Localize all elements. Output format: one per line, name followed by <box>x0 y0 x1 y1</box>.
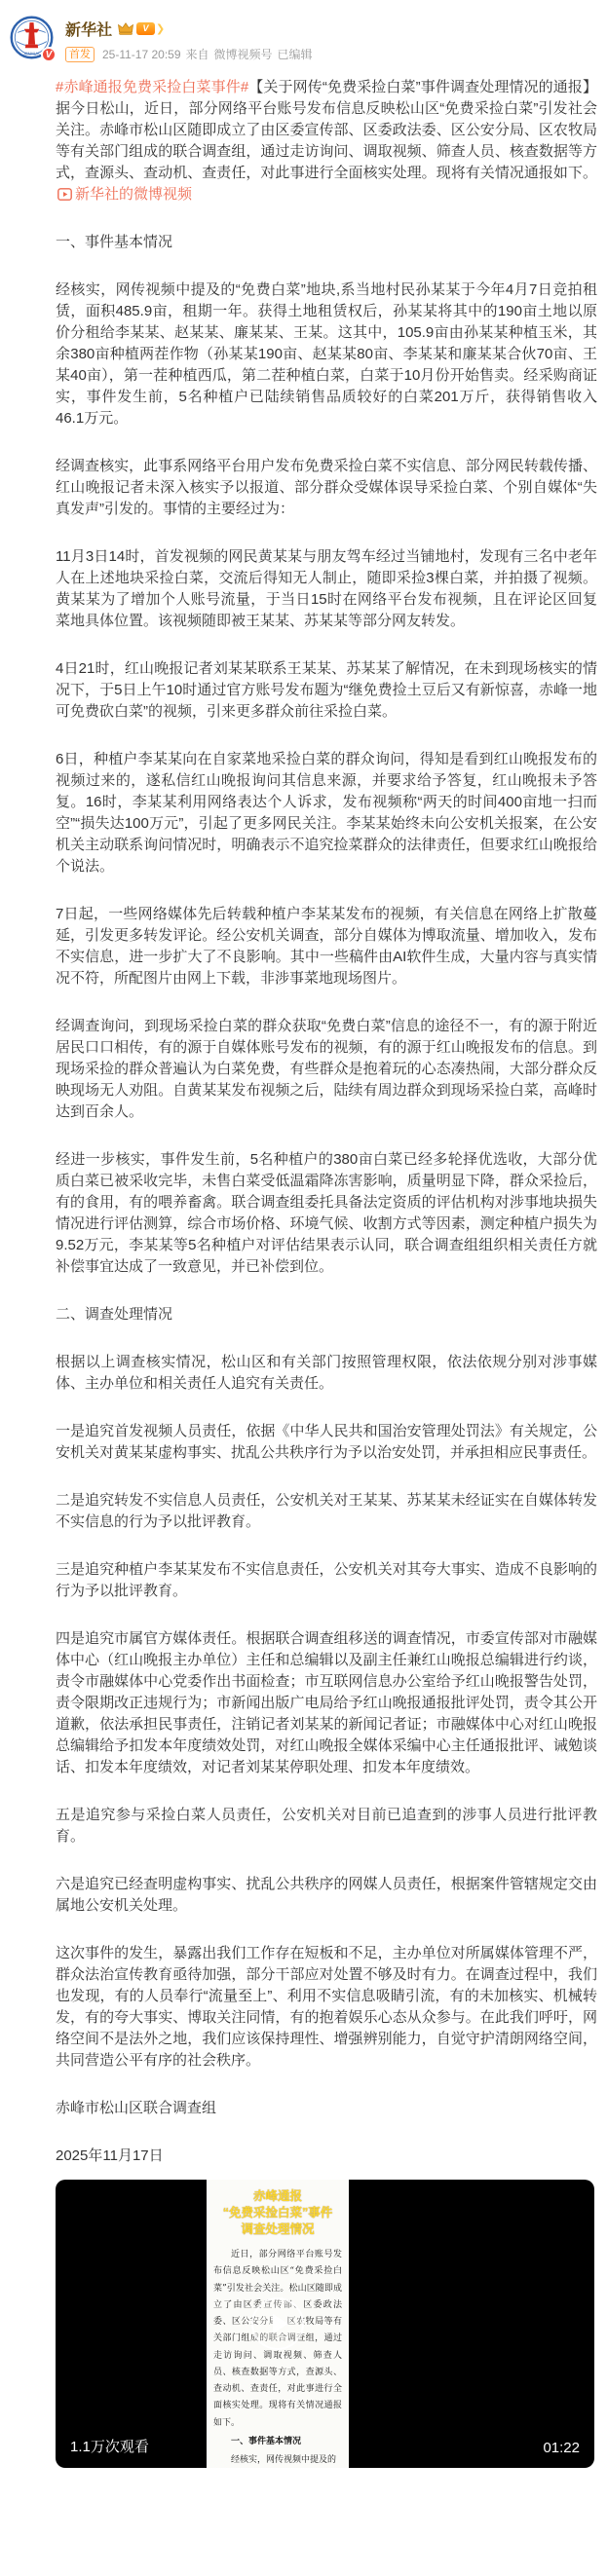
post-content <box>0 62 607 2167</box>
edited-label: 已编辑 <box>277 48 313 61</box>
post-paragraph: 三是追究种植户李某某发布不实信息责任，公安机关对其夸大事实、造成不良影响的行为予以批评教育。 <box>56 1561 597 1599</box>
video-doc-paragraph: 近日，部分网络平台账号发布信息反映松山区“免费采捡白菜”引发社会关注。松山区随即成立了由区委宣传部、区委政法委、区公安分局、区农牧局等有关部门组成的联合调查组，通过走访询问、调取视频、筛查人员、核查数据等方式，查源头、查动机、查责任，对此事进行全面核实处理。现将有关情况通报如下。 <box>213 2250 342 2428</box>
play-button[interactable] <box>251 2297 304 2350</box>
post-body <box>56 232 597 2167</box>
video-link[interactable] <box>56 186 192 203</box>
vip-chevron-icon: ❯ <box>156 22 166 35</box>
video-doc-text <box>207 2247 349 2468</box>
post-paragraph: 根据以上调查核实情况，松山区和有关部门按照管理权限，依法依规分别对涉事媒体、主办单位和相关责任人追究有关责任。 <box>56 1354 597 1392</box>
post-paragraph: 二是追究转发不实信息人员责任，公安机关对王某某、苏某某未经证实在自媒体转发不实信息的行为予以批评教育。 <box>56 1492 597 1530</box>
post-paragraph: 六是追究已经查明虚构事实、扰乱公共秩序的网媒人员责任，根据案件管辖规定交由属地公安机关处理。 <box>56 1876 597 1914</box>
from-label: 来自 <box>185 48 209 61</box>
crown-icon <box>118 22 133 35</box>
post-intro <box>56 77 597 205</box>
play-icon <box>273 2314 288 2333</box>
video-link-label: 新华社的微博视频 <box>75 186 193 203</box>
verified-v-badge: V <box>41 47 57 62</box>
post-paragraph: 四是追究市属官方媒体责任。根据联合调查组移送的调查情况，市委宣传部对市融媒体中心（红山晚报主办单位）主任和总编辑以及副主任兼红山晚报总编辑进行约谈，责令市融媒体中心党委作出书面检查；市互联网信息办公室给予红山晚报警告处罚，责令限期改正违规行为；市新闻出版广电局给予红山晚报通报批评处罚，责令其公开道歉，依法承担民事责任，注销记者刘某某的新闻记者证；市融媒体中心对红山晚报总编辑给予扣发本年度绩效处罚，对红山晚报全媒体采编中心主任通报批评、诫勉谈话、扣发本年度绩效，对记者刘某某停职处理、扣发本年度绩效。 <box>56 1630 597 1775</box>
post-paragraph: 经调查核实，此事系网络平台用户发布免费采捡白菜不实信息、部分网民转载传播、红山晚报记者未深入核实予以报道、部分群众受媒体误导采捡白菜、个别自媒体“失真发声”引发的。事情的主要经过为： <box>56 458 597 517</box>
post-paragraph: 一、事件基本情况 <box>56 234 173 250</box>
post-paragraph: 赤峰市松山区联合调查组 <box>56 2100 217 2116</box>
post-paragraph: 6日，种植户李某某向在自家菜地采捡白菜的群众询问，得知是看到红山晚报发布的视频过来的，遂私信红山晚报询问其信息来源，并要求给予答复，红山晚报未予答复。16时，李某某利用网络表达个人诉求，发布视频称“两天的时间400亩地一扫而空”“损失达100万元”，引起了更多网民关注。李某某始终未向公安机关报案，在公安机关主动联系询问情况时，明确表示不追究捡菜群众的法律责任，但要求红山晚报给个说法。 <box>56 751 597 875</box>
video-doc-paragraph: 一、事件基本情况 <box>231 2436 302 2446</box>
avatar[interactable] <box>10 16 54 59</box>
post-paragraph: 2025年11月17日 <box>56 2147 164 2164</box>
svg-text:XINHUA: XINHUA <box>23 51 40 56</box>
post-intro-text: 【关于网传“免费采捡白菜”事件调查处理情况的通报】据今日松山，近日，部分网络平台账号发布信息反映松山区“免费采捡白菜”引发社会关注。赤峰市松山区随即成立了由区委宣传部、区委政法委、区公安分局、区农牧局等有关部门组成的联合调查组，通过走访询问、调取视频、筛查人员、核查数据等方式，查源头、查动机、查责任，对此事进行全面核实处理。现将有关情况通报如下。 <box>56 79 598 181</box>
hashtag-link[interactable]: #赤峰通报免费采捡白菜事件# <box>56 79 249 95</box>
post-paragraph: 经调查询问，到现场采捡白菜的群众获取“免费白菜”信息的途径不一，有的源于附近居民口口相传，有的源于自媒体账号发布的视频，有的源于红山晚报发布的信息。到现场采捡的群众普遍认为白菜免费，有些群众是抱着玩的心态凑热闹，大部分群众反映现场无人劝阻。自黄某某发布视频之后，陆续有周边群众到现场采捡白菜，高峰时达到百余人。 <box>56 1018 597 1120</box>
post-paragraph: 这次事件的发生，暴露出我们工作存在短板和不足，主办单位对所属媒体管理不严，群众法治宣传教育亟待加强，部分干部应对处置不够及时有力。在调查过程中，我们也发现，有的人员奉行“流量至上”、利用不实信息吸睛引流，有的未加核实、机械转发，有的夸大事实、博取关注同情，有的抱着娱乐心态从众参与。在此我们呼吁，网络空间不是法外之地，我们应该保持理性、增强辨别能力，自觉守护清朗网络空间，共同营造公平有序的社会秩序。 <box>56 1945 597 2069</box>
view-count: 1.1万次观看 <box>70 2439 149 2455</box>
video-title <box>207 2188 349 2238</box>
video-title-line: 赤峰通报 <box>252 2189 302 2203</box>
post-paragraph: 一是追究首发视频人员责任，依据《中华人民共和国治安管理处罚法》有关规定，公安机关对黄某某虚构事实、扰乱公共秩序行为予以治安处罚，并承担相应民事责任。 <box>56 1423 597 1461</box>
post-paragraph: 4日21时，红山晚报记者刘某某联系王某某、苏某某了解情况，在未到现场核实的情况下，于5日上午10时通过官方账号发布题为“继免费捡土豆后又有新惊喜，赤峰一地可免费砍白菜”的视频，引来更多群众前往采捡白菜。 <box>56 660 597 720</box>
first-release-badge: 首发 <box>65 47 95 62</box>
gold-v-badge: V <box>136 22 155 35</box>
post-paragraph: 7日起，一些网络媒体先后转载种植户李某某发布的视频，有关信息在网络上扩散蔓延，引发更多转发评论。经公安机关调查，部分自媒体为博取流量、增加收入，发布不实信息，进一步扩大了不良影响。其中一些稿件由AI软件生成，大量内容与真实情况不符，所配图片由网上下载，非涉事菜地现场图片。 <box>56 906 597 987</box>
post-time: 25-11-17 20:59 <box>102 47 181 61</box>
video-card[interactable] <box>56 2180 594 2468</box>
video-doc-paragraph: 经核实，网传视频中提及的 <box>231 2455 337 2466</box>
post-paragraph: 二、调查处理情况 <box>56 1306 173 1323</box>
video-title-line: 调查处理情况 <box>241 2222 315 2236</box>
header-info <box>65 16 313 62</box>
post-paragraph: 经核实，网传视频中提及的“免费白菜”地块,系当地村民孙某某于今年4月7日竞拍租赁，面积485.9亩，租期一年。获得土地租赁权后，孙某某将其中的190亩土地以原价分租给李某某、赵某某、廉某某、王某。这其中，105.9亩由孙某某种植玉米，其余380亩种植两茬作物（孙某某190亩、赵某某80亩、李某某和廉某某合伙70亩、王某40亩），第一茬种植西瓜，第二茬种植白菜，白菜于10月份开始售卖。经采购商证实，事件发生前，5名种植户已陆续销售品质较好的白菜201万斤，获得销售收入46.1万元。 <box>56 281 597 427</box>
account-name[interactable]: 新华社 <box>65 21 113 39</box>
video-title-line: “免费采捡白菜”事件 <box>222 2206 333 2220</box>
post-source[interactable]: 微博视频号 <box>213 48 273 61</box>
post-paragraph: 五是追究参与采捡白菜人员责任，公安机关对目前已追查到的涉事人员进行批评教育。 <box>56 1807 597 1845</box>
video-duration: 01:22 <box>543 2440 580 2456</box>
post-paragraph: 经进一步核实，事件发生前，5名种植户的380亩白菜已经多轮择优选收，大部分优质白菜已被采收完毕，未售白菜受低温霜降冻害影响，质量明显下降，群众采捡后，有的食用，有的喂养畜禽。联合调查组委托具备法定资质的评估机构对涉事地块损失情况进行评估测算，综合市场价格、环境气候、收割方式等因素，测定种植户损失为9.52万元，李某某等5名种植户对评估结果表示认同，联合调查组组织相关责任方就补偿事宜达成了一致意见，并已补偿到位。 <box>56 1151 597 1275</box>
post-paragraph: 11月3日14时，首发视频的网民黄某某与朋友驾车经过当铺地村，发现有三名中老年人在上述地块采捡白菜，交流后得知无人制止，随即采捡3棵白菜，并拍摄了视频。黄某某为了增加个人账号流量，于当日15时在网络平台发布视频，且在评论区回复菜地具体位置。该视频随即被王某某、苏某某等部分网友转发。 <box>56 548 597 629</box>
post-header <box>0 0 607 62</box>
video-icon <box>57 188 72 201</box>
